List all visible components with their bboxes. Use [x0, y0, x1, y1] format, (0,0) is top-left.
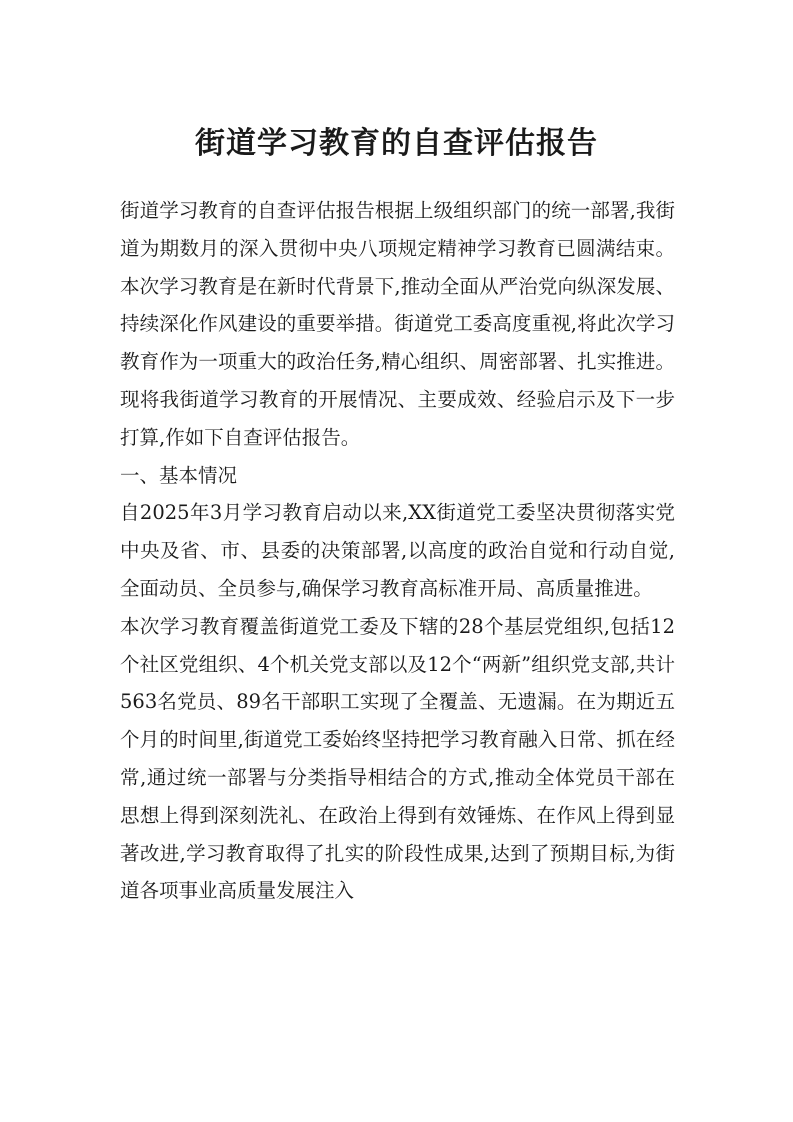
- document-body: [120, 192, 675, 910]
- section-heading-basic-situation: 一、基本情况: [120, 463, 238, 487]
- section1-paragraph-2: 本次学习教育覆盖街道党工委及下辖的28个基层党组织,包括12个社区党组织、4个机关党支部以及12个“两新”组织党支部,共计563名党员、89名干部职工实现了全覆盖、无遗漏。在为期近五个月的时间里,街道党工委始终坚持把学习教育融入日常、抓在经常,通过统一部署与分类指导相结合的方式,推动全体党员干部在思想上得到深刻洗礼、在政治上得到有效锤炼、在作风上得到显著改进,学习教育取得了扎实的阶段性成果,达到了预期目标,为街道各项事业高质量发展注入: [120, 614, 675, 903]
- intro-paragraph: 街道学习教育的自查评估报告根据上级组织部门的统一部署,我街道为期数月的深入贯彻中央八项规定精神学习教育已圆满结束。本次学习教育是在新时代背景下,推动全面从严治党向纵深发展、持续深化作风建设的重要举措。街道党工委高度重视,将此次学习教育作为一项重大的政治任务,精心组织、周密部署、扎实推进。现将我街道学习教育的开展情况、主要成效、经验启示及下一步打算,作如下自查评估报告。: [120, 199, 675, 449]
- document-title: 街道学习教育的自查评估报告: [195, 126, 598, 161]
- section1-paragraph-1: 自2025年3月学习教育启动以来,XX街道党工委坚决贯彻落实党中央及省、市、县委的决策部署,以高度的政治自觉和行动自觉,全面动员、全员参与,确保学习教育高标准开局、高质量推进。: [120, 501, 675, 600]
